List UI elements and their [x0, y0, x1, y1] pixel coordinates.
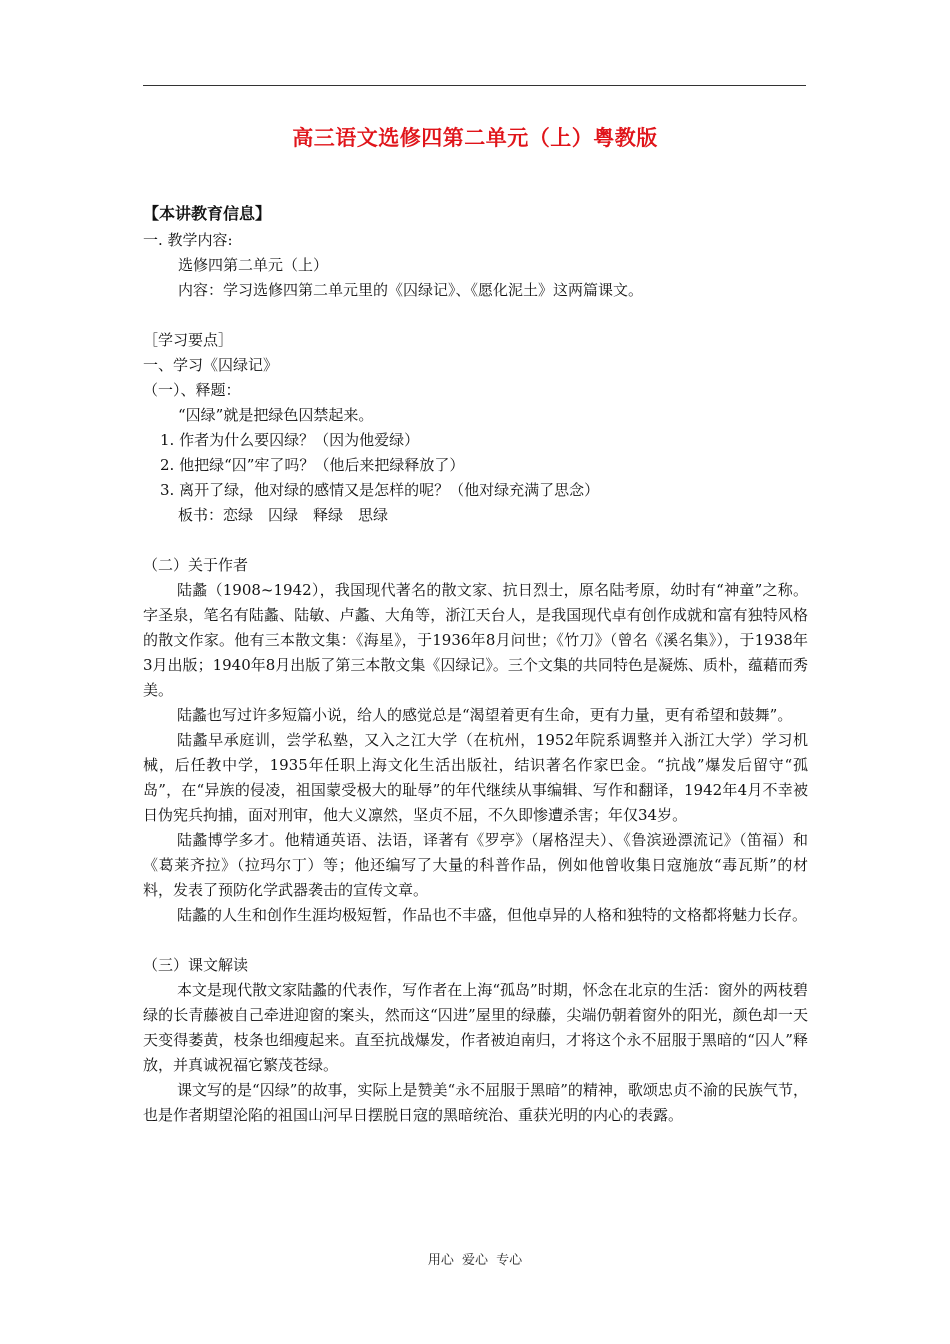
sub2-label: （二）关于作者: [143, 556, 249, 574]
spacer: [143, 928, 808, 953]
section-header: 【本讲教育信息】: [143, 204, 272, 223]
author-paragraph-1: 陆蠡（1908~1942），我国现代著名的散文家、抗日烈士，原名陆考原，幼时有“神童”之称。字圣泉，笔名有陆蠡、陆敏、卢蠡、大角等，浙江天台人，是我国现代卓有创作成就和富有独特风格的散文作家。他有三本散文集：《海星》，于1936年8月问世；《竹刀》（曾名《溪名集》），于1938年3月出版；1940年8月出版了第三本散文集《囚绿记》。三个文集的共同特色是凝炼、质朴，蕴藉而秀美。: [143, 581, 808, 699]
sub1-item-2: 2. 他把绿“囚”牢了吗？（他后来把绿释放了）: [160, 456, 465, 474]
reading-paragraph-1: 本文是现代散文家陆蠡的代表作，写作者在上海“孤岛”时期，怀念在北京的生活：窗外的两枝碧绿的长青藤被自己牵进迎窗的案头，然而这“囚进”屋里的绿藤，尖端仍朝着窗外的阳光，颜色却一天天变得萎黄，枝条也细瘦起来。直至抗战爆发，作者被迫南归，才将这个永不屈服于黑暗的“囚人”释放，并真诚祝福它繁茂苍绿。: [143, 981, 808, 1074]
author-paragraph-2: 陆蠡也写过许多短篇小说，给人的感觉总是“渴望着更有生命，更有力量，更有希望和鼓舞”。: [177, 706, 793, 724]
teaching-content: 内容：学习选修四第二单元里的《囚绿记》、《愿化泥土》这两篇课文。: [178, 281, 644, 299]
part1-heading: 一、学习《囚绿记》: [143, 356, 279, 374]
author-paragraph-3: 陆蠡早承庭训，尝学私塾，又入之江大学（在杭州，1952年院系调整并入浙江大学）学习机械，后任教中学，1935年任职上海文化生活出版社，结识著名作家巴金。“抗战”爆发后留守“孤岛”，在“异族的侵凌，祖国蒙受极大的耻辱”的年代继续从事编辑、写作和翻译，1942年4月不幸被日伪宪兵拘捕，面对刑审，他大义凛然，坚贞不屈，不久即惨遭杀害；年仅34岁。: [143, 731, 808, 824]
teaching-unit: 选修四第二单元（上）: [178, 256, 329, 274]
teaching-label: 一. 教学内容:: [143, 231, 233, 249]
spacer: [143, 528, 808, 553]
sub1-item-3: 3. 离开了绿，他对绿的感情又是怎样的呢？（他对绿充满了思念）: [160, 481, 600, 499]
spacer: [143, 303, 808, 328]
document-body: [143, 200, 808, 1128]
author-paragraph-5: 陆蠡的人生和创作生涯均极短暂，作品也不丰盛，但他卓异的人格和独特的文格都将魅力长存。: [177, 906, 808, 924]
sub1-item-1: 1. 作者为什么要囚绿？（因为他爱绿）: [160, 431, 420, 449]
sub1-board: 板书：恋绿 囚绿 释绿 思绿: [178, 506, 389, 524]
page-footer: 用心 爱心 专心: [427, 1253, 523, 1268]
sub1-label: （一）、释题：: [143, 381, 241, 399]
header-rule: [143, 85, 806, 86]
document-title: 高三语文选修四第二单元（上）粤教版: [292, 126, 658, 150]
reading-paragraph-2: 课文写的是“囚绿”的故事，实际上是赞美“永不屈服于黑暗”的精神，歌颂忠贞不渝的民族气节，也是作者期望沦陷的祖国山河早日摆脱日寇的黑暗统治、重获光明的内心的表露。: [143, 1081, 808, 1124]
sub3-label: （三）课文解读: [143, 956, 249, 974]
key-points-label: ［学习要点］: [143, 331, 234, 349]
author-paragraph-4: 陆蠡博学多才。他精通英语、法语，译著有《罗亭》（屠格涅夫）、《鲁滨逊漂流记》（笛福）和《葛莱齐拉》（拉玛尔丁）等；他还编写了大量的科普作品，例如他曾收集日寇施放“毒瓦斯”的材料，发表了预防化学武器袭击的宣传文章。: [143, 831, 808, 899]
sub1-intro: “囚绿”就是把绿色囚禁起来。: [178, 406, 374, 424]
